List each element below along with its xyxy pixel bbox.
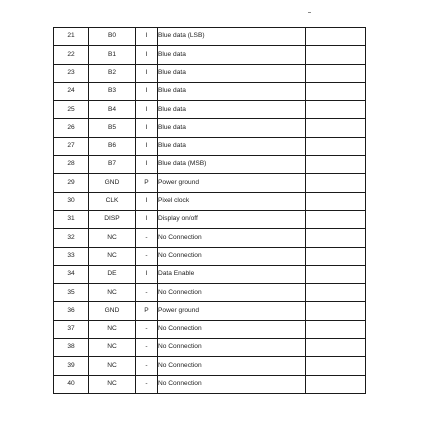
pin-symbol-cell: B4 xyxy=(89,101,136,119)
pin-number-cell: 21 xyxy=(54,28,89,46)
table-row xyxy=(54,247,366,265)
pin-io-cell: P xyxy=(136,302,158,320)
pin-symbol-cell: NC xyxy=(89,247,136,265)
pin-number-cell: 29 xyxy=(54,174,89,192)
pin-remark-cell xyxy=(306,156,366,174)
pin-number-cell: 37 xyxy=(54,320,89,338)
pin-remark-cell xyxy=(306,229,366,247)
pin-description-cell: Display on/off xyxy=(158,210,306,228)
pin-symbol-cell: B5 xyxy=(89,119,136,137)
pin-symbol-cell: NC xyxy=(89,357,136,375)
pin-number-cell: 28 xyxy=(54,156,89,174)
pin-description-cell: Blue data xyxy=(158,137,306,155)
pin-description-cell: Blue data xyxy=(158,46,306,64)
pin-remark-cell xyxy=(306,101,366,119)
pin-remark-cell xyxy=(306,210,366,228)
pin-io-cell: I xyxy=(136,82,158,100)
pin-remark-cell xyxy=(306,357,366,375)
table-row xyxy=(54,284,366,302)
pin-number-cell: 25 xyxy=(54,101,89,119)
table-row xyxy=(54,119,366,137)
table-row xyxy=(54,46,366,64)
pin-description-cell: Power ground xyxy=(158,302,306,320)
pin-number-cell: 38 xyxy=(54,339,89,357)
pin-number-cell: 35 xyxy=(54,284,89,302)
pin-io-cell: I xyxy=(136,101,158,119)
pin-number-cell: 36 xyxy=(54,302,89,320)
pin-symbol-cell: B2 xyxy=(89,64,136,82)
pin-number-cell: 27 xyxy=(54,137,89,155)
pin-remark-cell xyxy=(306,339,366,357)
table-row xyxy=(54,28,366,46)
pin-io-cell: - xyxy=(136,229,158,247)
pin-description-cell: No Connection xyxy=(158,375,306,393)
pin-symbol-cell: B1 xyxy=(89,46,136,64)
pin-remark-cell xyxy=(306,302,366,320)
pin-description-cell: Blue data xyxy=(158,64,306,82)
table-row xyxy=(54,339,366,357)
pin-description-cell: Blue data xyxy=(158,119,306,137)
table-row xyxy=(54,137,366,155)
pin-number-cell: 32 xyxy=(54,229,89,247)
pin-io-cell: P xyxy=(136,174,158,192)
pin-number-cell: 39 xyxy=(54,357,89,375)
pin-io-cell: I xyxy=(136,137,158,155)
pin-number-cell: 22 xyxy=(54,46,89,64)
pin-remark-cell xyxy=(306,119,366,137)
pin-table-body xyxy=(54,28,366,394)
pin-description-cell: Blue data xyxy=(158,82,306,100)
pin-io-cell: - xyxy=(136,339,158,357)
pin-description-cell: Pixel clock xyxy=(158,192,306,210)
pin-remark-cell xyxy=(306,192,366,210)
pin-symbol-cell: NC xyxy=(89,229,136,247)
pin-io-cell: I xyxy=(136,210,158,228)
pin-symbol-cell: NC xyxy=(89,375,136,393)
table-row xyxy=(54,302,366,320)
pin-number-cell: 26 xyxy=(54,119,89,137)
pin-description-cell: Blue data (MSB) xyxy=(158,156,306,174)
pin-remark-cell xyxy=(306,28,366,46)
table-row xyxy=(54,229,366,247)
pin-number-cell: 30 xyxy=(54,192,89,210)
pin-remark-cell xyxy=(306,64,366,82)
pin-remark-cell xyxy=(306,137,366,155)
pin-description-cell: No Connection xyxy=(158,339,306,357)
pin-number-cell: 40 xyxy=(54,375,89,393)
table-row xyxy=(54,210,366,228)
pin-remark-cell xyxy=(306,174,366,192)
pin-description-cell: Blue data (LSB) xyxy=(158,28,306,46)
pin-number-cell: 24 xyxy=(54,82,89,100)
pin-io-cell: I xyxy=(136,265,158,283)
table-row xyxy=(54,357,366,375)
pin-number-cell: 23 xyxy=(54,64,89,82)
pin-symbol-cell: DISP xyxy=(89,210,136,228)
pin-description-cell: Data Enable xyxy=(158,265,306,283)
table-row xyxy=(54,375,366,393)
pin-symbol-cell: B6 xyxy=(89,137,136,155)
pin-io-cell: - xyxy=(136,320,158,338)
pin-symbol-cell: B3 xyxy=(89,82,136,100)
pin-number-cell: 34 xyxy=(54,265,89,283)
pin-io-cell: - xyxy=(136,357,158,375)
pin-number-cell: 33 xyxy=(54,247,89,265)
table-row xyxy=(54,82,366,100)
pin-description-cell: No Connection xyxy=(158,357,306,375)
table-row xyxy=(54,156,366,174)
pin-symbol-cell: B7 xyxy=(89,156,136,174)
pin-description-cell: No Connection xyxy=(158,284,306,302)
pin-symbol-cell: GND xyxy=(89,174,136,192)
pin-symbol-cell: DE xyxy=(89,265,136,283)
pin-io-cell: - xyxy=(136,247,158,265)
pin-assignment-table xyxy=(53,27,366,394)
pin-remark-cell xyxy=(306,284,366,302)
pin-io-cell: I xyxy=(136,64,158,82)
table-row xyxy=(54,192,366,210)
pin-symbol-cell: GND xyxy=(89,302,136,320)
pin-description-cell: Blue data xyxy=(158,101,306,119)
pin-description-cell: No Connection xyxy=(158,247,306,265)
pin-symbol-cell: NC xyxy=(89,339,136,357)
table-row xyxy=(54,320,366,338)
pin-io-cell: I xyxy=(136,192,158,210)
pin-description-cell: Power ground xyxy=(158,174,306,192)
pin-io-cell: I xyxy=(136,46,158,64)
table-row xyxy=(54,174,366,192)
pin-remark-cell xyxy=(306,82,366,100)
pin-description-cell: No Connection xyxy=(158,229,306,247)
pin-symbol-cell: NC xyxy=(89,320,136,338)
pin-io-cell: - xyxy=(136,375,158,393)
pin-remark-cell xyxy=(306,375,366,393)
pin-io-cell: I xyxy=(136,156,158,174)
pin-symbol-cell: B0 xyxy=(89,28,136,46)
pin-symbol-cell: CLK xyxy=(89,192,136,210)
table-row xyxy=(54,64,366,82)
pin-remark-cell xyxy=(306,320,366,338)
pin-io-cell: I xyxy=(136,119,158,137)
page-edge-mark xyxy=(308,12,311,13)
table-row xyxy=(54,101,366,119)
table-row xyxy=(54,265,366,283)
pin-number-cell: 31 xyxy=(54,210,89,228)
pin-symbol-cell: NC xyxy=(89,284,136,302)
pin-io-cell: I xyxy=(136,28,158,46)
pin-remark-cell xyxy=(306,46,366,64)
pin-remark-cell xyxy=(306,265,366,283)
pin-io-cell: - xyxy=(136,284,158,302)
pin-remark-cell xyxy=(306,247,366,265)
pin-description-cell: No Connection xyxy=(158,320,306,338)
